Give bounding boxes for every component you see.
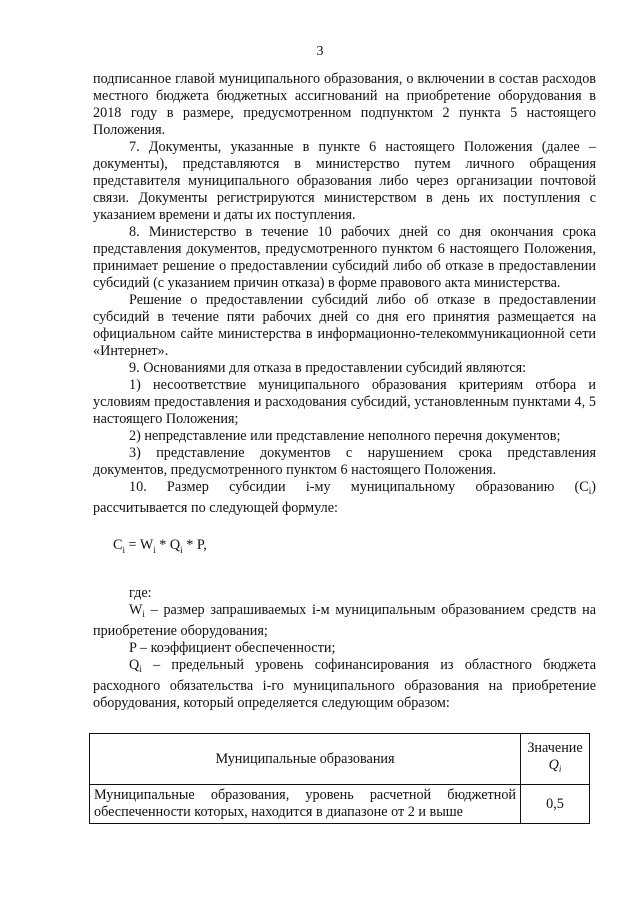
definition-w: $W_i$ – размер запрашиваемых i-м муниципальным образованием средств на приобретение оборудования;	[93, 601, 596, 639]
list-item-refusal-3: 3) представление документов с нарушением срока представления документов, предусмотренного пунктом 6 настоящего Положения.	[93, 445, 596, 478]
paragraph-continuation: подписанное главой муниципального образования, о включении в состав расходов местного бюджета бюджетных ассигнований на приобретение оборудования в 2018 году в размере, предусмотренном подпунктом 2 пункта 5 настоящего Положения.	[93, 71, 596, 138]
table-cell-description: Муниципальные образования, уровень расчетной бюджетной обеспеченности которых, находится в диапазоне от 2 и выше	[90, 785, 521, 824]
list-item-refusal-2: 2) непредставление или представление неполного перечня документов;	[129, 428, 561, 444]
table-row	[90, 785, 590, 824]
table-header-value: Значение $Q_i$	[521, 734, 590, 785]
paragraph-point-10-line2: рассчитывается по следующей формуле:	[93, 500, 338, 516]
formula: $C_i = W_i * Q_i * P$,	[113, 537, 207, 555]
cofinancing-table	[89, 733, 590, 824]
table-cell-value: 0,5	[521, 785, 590, 824]
list-item-refusal-1: 1) несоответствие муниципального образования критериям отбора и условиям предоставления и расходования субсидий, установленным пунктами 4, 5 настоящего Положения;	[93, 377, 596, 427]
definition-p: P – коэффициент обеспеченности;	[129, 639, 336, 656]
where-label: где:	[129, 584, 152, 601]
paragraph-point-9: 9. Основаниями для отказа в предоставлении субсидий являются:	[129, 360, 527, 376]
paragraph-point-8: 8. Министерство в течение 10 рабочих дней со дня окончания срока представления документов, предусмотренного пунктом 6 настоящего Положения, принимает решение о предоставлении субсидий либо об отказе в предоставлении субсидий (с указанием причин отказа) в форме правового акта министерства.	[93, 224, 596, 291]
point10-tail: )	[591, 479, 596, 495]
point10-text: 10. Размер субсидии i-му муниципальному образованию (C	[129, 479, 589, 495]
definition-q: $Q_i$ – предельный уровень софинансирования из областного бюджета расходного обязательства i-го муниципального образования на приобретение оборудования, который определяется следующим образом:	[93, 656, 596, 711]
paragraph-decision-publication: Решение о предоставлении субсидий либо об отказе в предоставлении субсидий в течение пяти рабочих дней со дня его принятия размещается на официальном сайте министерства в информационно-телекоммуникационной сети «Интернет».	[93, 292, 596, 359]
document-body	[93, 71, 596, 712]
page-number: 3	[316, 44, 324, 59]
point10-subscript: i	[588, 486, 592, 496]
paragraph-point-7: 7. Документы, указанные в пункте 6 настоящего Положения (далее – документы), представляются в министерство путем личного обращения представителя муниципального образования либо через организации почтовой связи. Документы регистрируются министерством в день их поступления с указанием времени и даты их поступления.	[93, 139, 596, 223]
table-header-row	[90, 734, 590, 785]
table-header-municipalities: Муниципальные образования	[90, 734, 521, 785]
paragraph-point-10	[93, 479, 596, 500]
